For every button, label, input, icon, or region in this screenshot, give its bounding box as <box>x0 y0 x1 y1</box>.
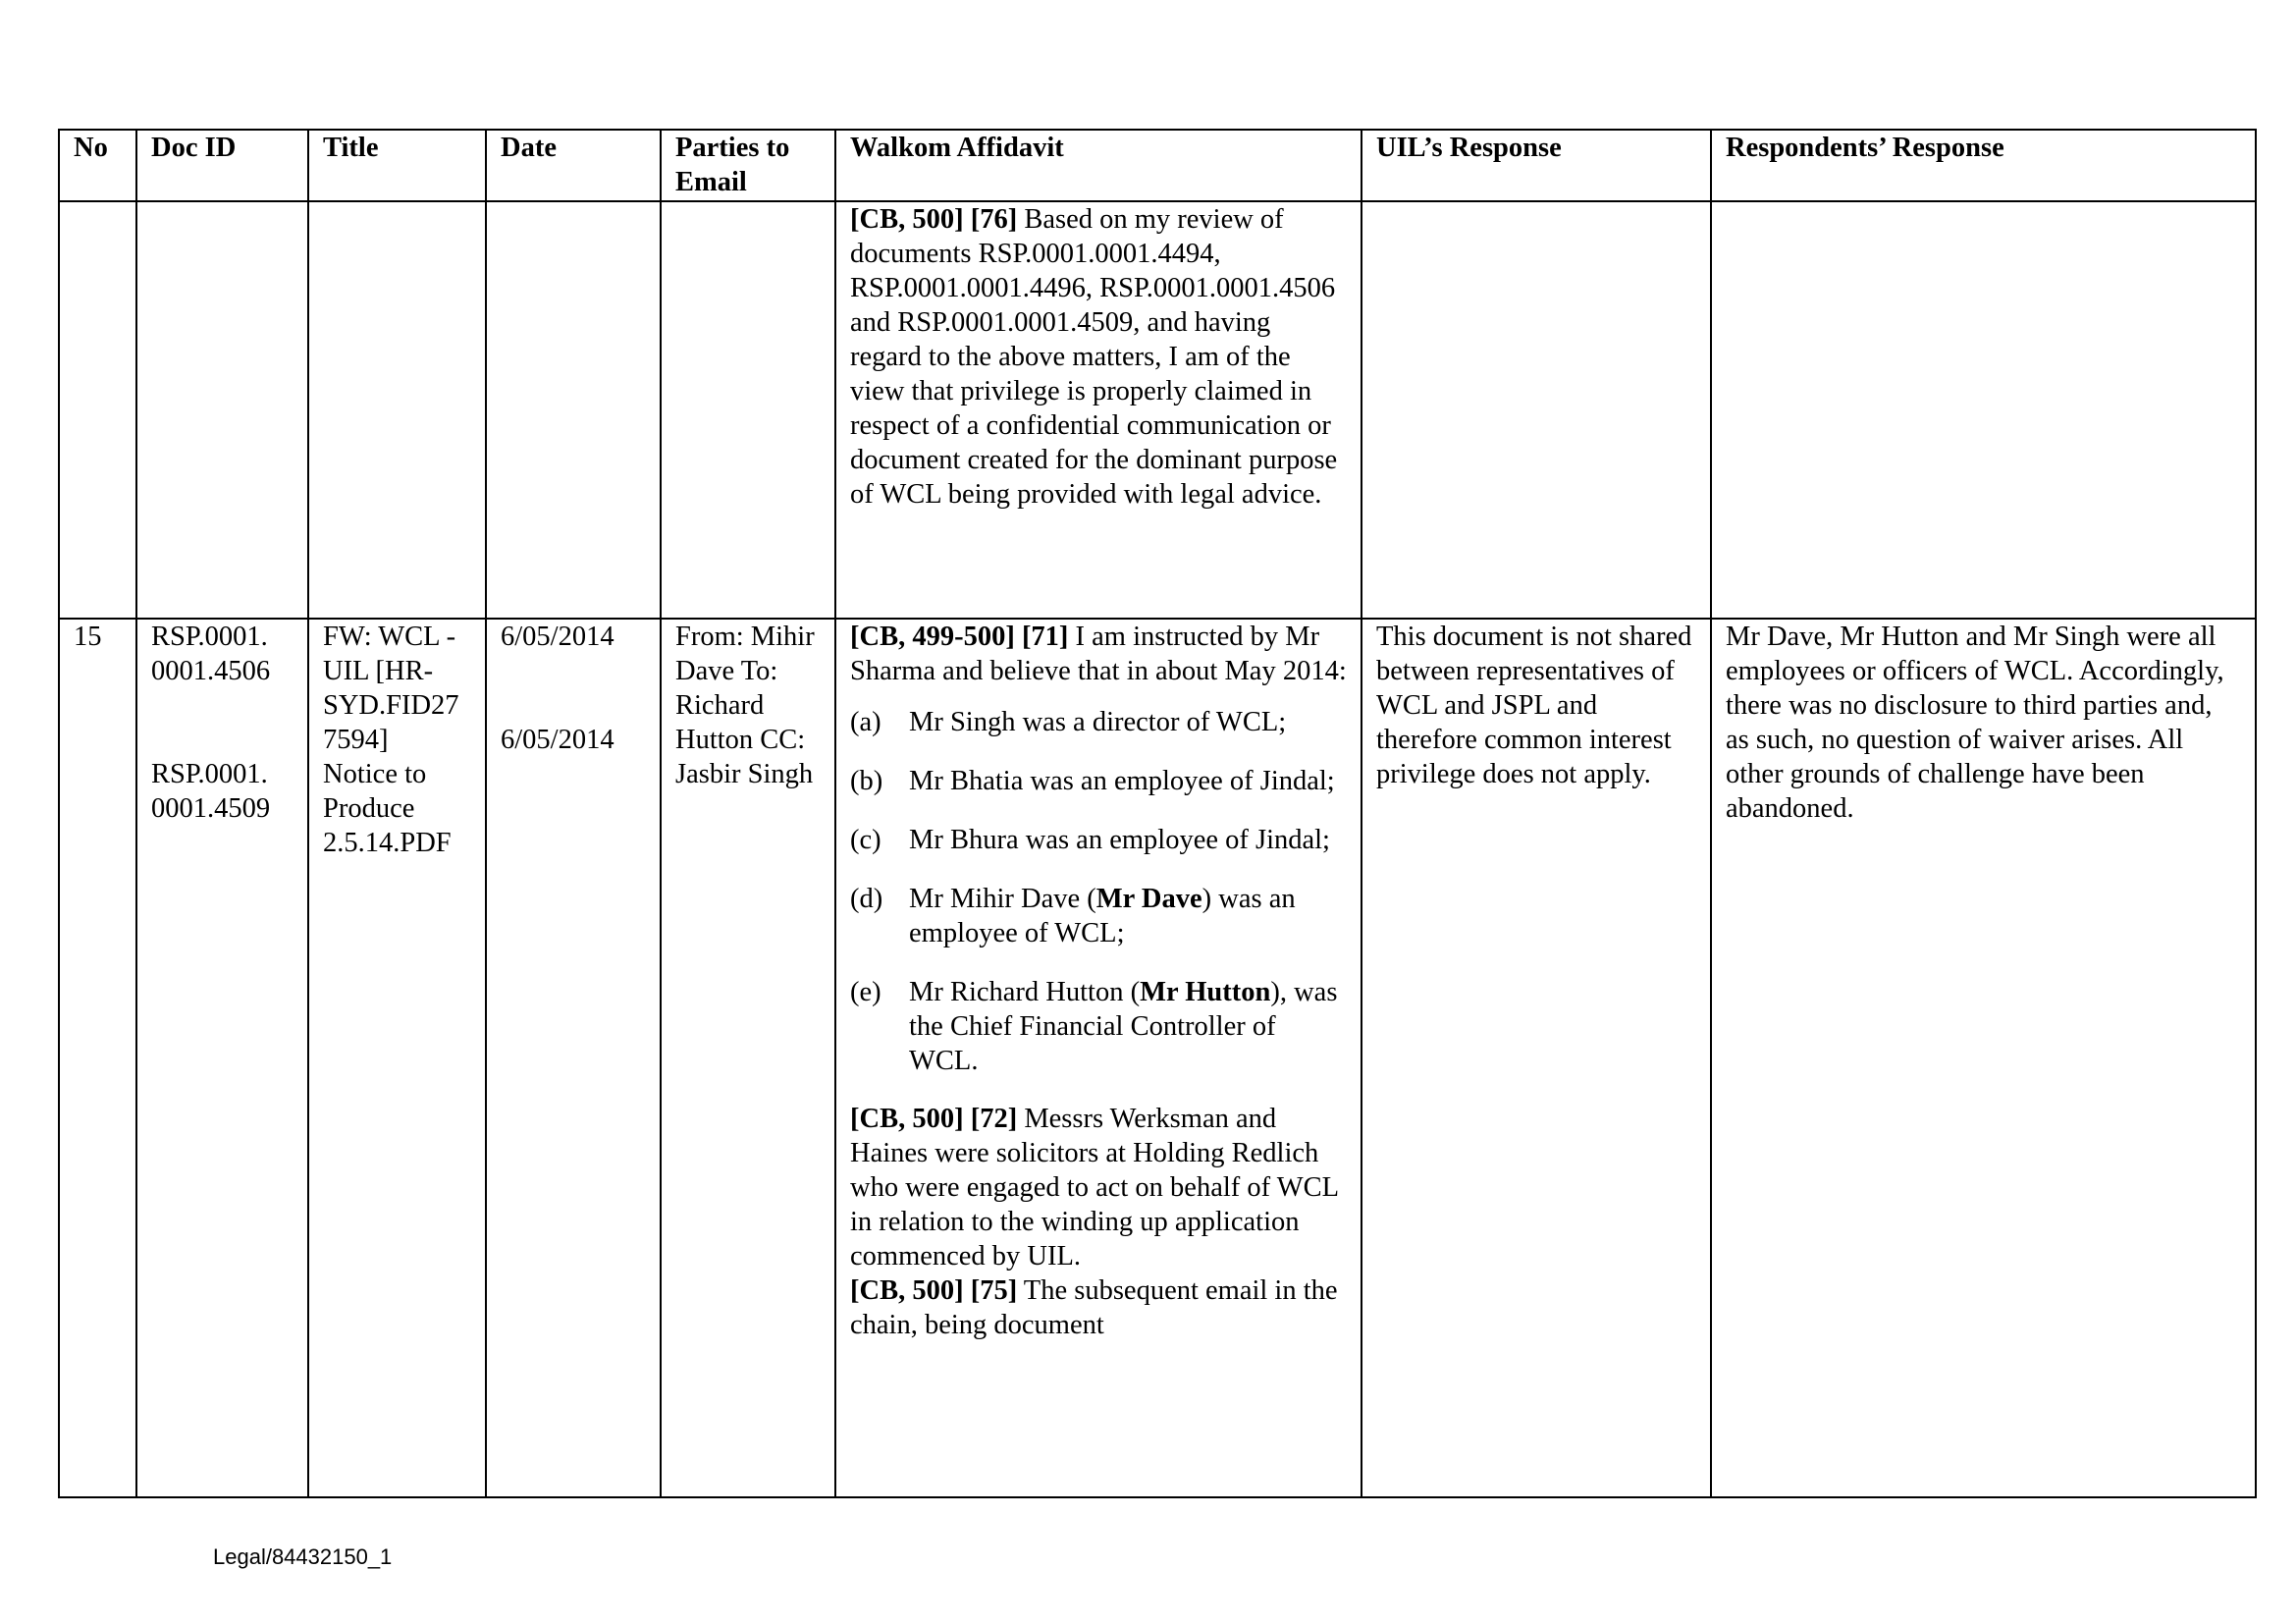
list-item <box>850 823 1347 857</box>
list-item-text <box>909 882 1347 950</box>
table-row-15 <box>59 619 2256 1497</box>
header-parties: Parties to Email <box>661 130 835 201</box>
list-item-label: (b) <box>850 766 883 796</box>
walkom-ref-76: [CB, 500] [76] <box>850 204 1018 235</box>
cell-title <box>308 619 486 1497</box>
list-item <box>850 705 1347 739</box>
date-2: 6/05/2014 <box>501 725 614 755</box>
list-item-label: (a) <box>850 707 881 737</box>
doc-id-1: RSP.0001. 0001.4506 <box>151 622 271 686</box>
walkom-paragraph-75 <box>850 1273 1347 1342</box>
cell-uil-response: This document is not shared between representatives of WCL and JSPL and therefore common interest privilege does not apply. <box>1362 619 1711 1497</box>
header-no: No <box>59 130 136 201</box>
header-walkom-affidavit: Walkom Affidavit <box>835 130 1362 201</box>
header-title: Title <box>308 130 486 201</box>
walkom-text-76: Based on my review of documents RSP.0001.0001.4494, RSP.0001.0001.4496, RSP.0001.0001.4506 and RSP.0001.0001.4509, and having regard to the above matters, I am of the view that privilege is properly claimed in respect of a confidential communication or document created for the dominant purpose of WCL being provided with legal advice. <box>850 204 1338 510</box>
list-item-text: Mr Bhura was an employee of Jindal; <box>909 825 1330 855</box>
cell-parties-empty <box>661 201 835 619</box>
walkom-paragraph-72 <box>850 1102 1347 1273</box>
cell-uil-empty <box>1362 201 1711 619</box>
list-item-label: (e) <box>850 977 881 1007</box>
item-e-post: ), was the Chief Financial Controller of WCL. <box>909 977 1338 1076</box>
cell-parties: From: Mihir Dave To: Richard Hutton CC: Jasbir Singh <box>661 619 835 1497</box>
title-1: FW: WCL - UIL [HR-SYD.FID27 7594] <box>323 622 459 755</box>
header-uil-response: UIL’s Response <box>1362 130 1711 201</box>
document-reference-footer: Legal/84432150_1 <box>213 1544 393 1569</box>
list-item-d <box>850 882 1347 950</box>
list-item-label: (d) <box>850 884 883 914</box>
header-respondents-response: Respondents’ Response <box>1711 130 2256 201</box>
privilege-schedule-table <box>58 129 2257 1498</box>
walkom-text-75: The subsequent email in the chain, being document <box>850 1275 1338 1340</box>
header-date: Date <box>486 130 661 201</box>
item-e-pre: Mr Richard Hutton ( <box>909 977 1141 1007</box>
item-e-defined-term: Mr Hutton <box>1140 977 1271 1007</box>
list-item-e <box>850 975 1347 1078</box>
walkom-list <box>850 705 1347 1078</box>
cell-respondents-empty <box>1711 201 2256 619</box>
list-item-label: (c) <box>850 825 881 855</box>
list-item-text <box>909 975 1347 1078</box>
walkom-paragraph-71 <box>850 620 1347 688</box>
list-item-text: Mr Singh was a director of WCL; <box>909 707 1287 737</box>
table-row-continued <box>59 201 2256 619</box>
cell-no: 15 <box>59 619 136 1497</box>
cell-doc-id-empty <box>136 201 308 619</box>
item-d-pre: Mr Mihir Dave ( <box>909 884 1096 914</box>
walkom-ref-75: [CB, 500] [75] <box>850 1275 1018 1306</box>
title-2: Notice to Produce 2.5.14.PDF <box>323 759 452 858</box>
item-d-defined-term: Mr Dave <box>1095 884 1202 914</box>
walkom-ref-72: [CB, 500] [72] <box>850 1104 1018 1134</box>
doc-id-2: RSP.0001. 0001.4509 <box>151 759 271 824</box>
list-item <box>850 764 1347 798</box>
cell-walkom-continued <box>835 201 1362 619</box>
date-1: 6/05/2014 <box>501 622 614 652</box>
list-item-text: Mr Bhatia was an employee of Jindal; <box>909 766 1335 796</box>
walkom-text-72: Messrs Werksman and Haines were solicitors at Holding Redlich who were engaged to act on behalf of WCL in relation to the winding up application commenced by UIL. <box>850 1104 1338 1272</box>
cell-no-empty <box>59 201 136 619</box>
item-d-post: ) was an employee of WCL; <box>909 884 1296 948</box>
table-header-row <box>59 130 2256 201</box>
cell-title-empty <box>308 201 486 619</box>
cell-date <box>486 619 661 1497</box>
walkom-ref-71: [CB, 499-500] [71] <box>850 622 1069 652</box>
header-doc-id: Doc ID <box>136 130 308 201</box>
walkom-text-71: I am instructed by Mr Sharma and believe that in about May 2014: <box>850 622 1347 686</box>
cell-date-empty <box>486 201 661 619</box>
cell-walkom-affidavit <box>835 619 1362 1497</box>
walkom-paragraph-76 <box>850 202 1347 512</box>
cell-respondents-response: Mr Dave, Mr Hutton and Mr Singh were all employees or officers of WCL. Accordingly, there was no disclosure to third parties and, as such, no question of waiver arises. All other grounds of challenge have been abandoned. <box>1711 619 2256 1497</box>
cell-doc-id <box>136 619 308 1497</box>
